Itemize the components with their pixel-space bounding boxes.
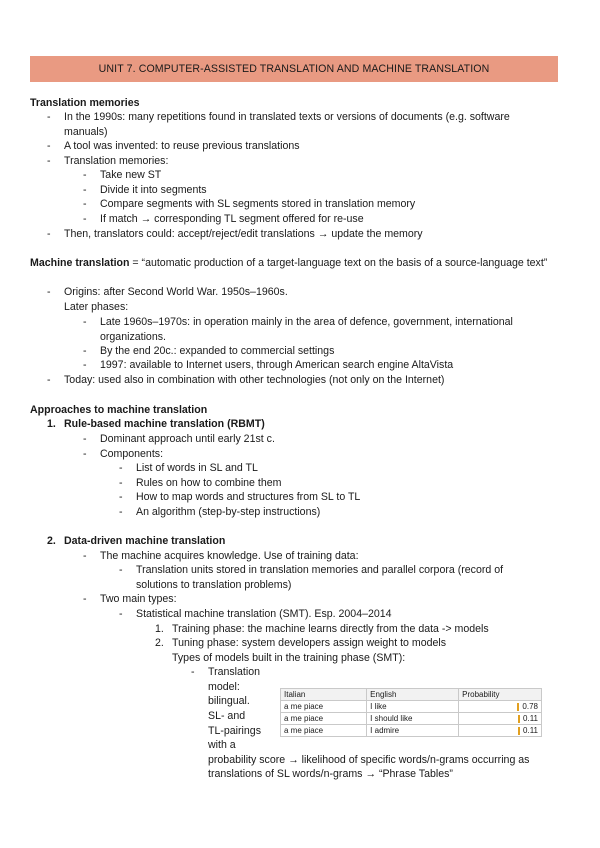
- term-machine-translation: Machine translation: [30, 257, 130, 269]
- probability-bar: [518, 727, 520, 735]
- machine-translation-definition: [30, 256, 550, 271]
- list-item: Training phase: the machine learns directly from the data -> models: [172, 623, 489, 635]
- probability-cell: [459, 725, 542, 737]
- table-row: [281, 725, 542, 737]
- list-item-continuation: Types of models built in the training phase (SMT):: [172, 652, 406, 664]
- list-item: - An algorithm (step-by-step instructions): [136, 505, 320, 520]
- list-item: - Then, translators could: accept/reject/edit translations → update the memory: [64, 227, 423, 242]
- table-cell: I admire: [367, 725, 459, 737]
- list-item: - In the 1990s: many repetitions found in translated texts or versions of documents (e.g. software manuals): [64, 110, 544, 139]
- list-number: 1.: [155, 623, 164, 635]
- text-line: SL- and: [208, 710, 246, 722]
- subheading-rbmt: Rule-based machine translation (RBMT): [64, 418, 265, 430]
- list-item: - List of words in SL and TL: [136, 461, 258, 476]
- list-item-continuation: Later phases:: [64, 301, 129, 313]
- table-cell: I should like: [367, 713, 459, 725]
- table-header-row: [281, 689, 542, 701]
- list-item: - Divide it into segments: [100, 183, 207, 198]
- probability-bar: [518, 715, 520, 723]
- text-line: model:: [208, 681, 240, 693]
- table-row: [281, 701, 542, 713]
- probability-value: 0.11: [523, 714, 538, 723]
- column-header: English: [367, 689, 459, 701]
- text-line: with a: [208, 739, 236, 751]
- list-item: - Dominant approach until early 21st c.: [100, 432, 275, 447]
- probability-value: 0.11: [523, 726, 538, 735]
- list-item: - Today: used also in combination with other technologies (not only on the Internet): [64, 373, 444, 388]
- list-item: - Rules on how to combine them: [136, 476, 281, 491]
- list-item: - Compare segments with SL segments stored in translation memory: [100, 197, 415, 212]
- column-header: Probability: [459, 689, 542, 701]
- list-number: 1.: [47, 418, 56, 430]
- list-number: 2.: [155, 637, 164, 649]
- phrase-table: [280, 688, 542, 737]
- list-item: - If match → corresponding TL segment offered for re-use: [100, 212, 364, 227]
- text-line: bilingual.: [208, 695, 250, 707]
- list-item: - Take new ST: [100, 168, 161, 183]
- list-item: - How to map words and structures from SL to TL: [136, 490, 360, 505]
- list-item: - Origins: after Second World War. 1950s–1960s.: [64, 285, 288, 300]
- list-item: - Translation: [208, 665, 260, 680]
- section-heading-translation-memories: Translation memories: [30, 97, 140, 109]
- list-number: 2.: [47, 535, 56, 547]
- list-item: Tuning phase: system developers assign weight to models: [172, 637, 447, 649]
- table-cell: a me piace: [281, 713, 367, 725]
- column-header: Italian: [281, 689, 367, 701]
- list-item: - Translation memories:: [64, 154, 168, 169]
- list-item: - A tool was invented: to reuse previous translations: [64, 139, 300, 154]
- text-line: probability score → likelihood of specific words/n-grams occurring as: [208, 754, 530, 766]
- table-cell: I like: [367, 701, 459, 713]
- table-row: [281, 713, 542, 725]
- table-cell: a me piace: [281, 725, 367, 737]
- list-item: - By the end 20c.: expanded to commercial settings: [100, 344, 334, 359]
- list-item: - The machine acquires knowledge. Use of training data:: [100, 549, 359, 564]
- probability-cell: [459, 713, 542, 725]
- section-heading-approaches: Approaches to machine translation: [30, 404, 208, 416]
- list-item: - 1997: available to Internet users, through American search engine AltaVista: [100, 358, 453, 373]
- subheading-data-driven: Data-driven machine translation: [64, 535, 226, 547]
- text-line: TL-pairings: [208, 725, 261, 737]
- probability-value: 0.78: [522, 702, 538, 711]
- list-item: - Components:: [100, 447, 163, 462]
- list-item: - Translation units stored in translation memories and parallel corpora (record of solutions to translation problems): [136, 563, 536, 592]
- text-line: translations of SL words/n-grams → “Phrase Tables”: [208, 768, 453, 780]
- definition-text: = “automatic production of a target-language text on the basis of a source-language text”: [129, 257, 548, 269]
- list-item: - Two main types:: [100, 592, 177, 607]
- list-item: - Late 1960s–1970s: in operation mainly in the area of defence, government, international organizations.: [100, 315, 540, 344]
- table-cell: a me piace: [281, 701, 367, 713]
- probability-bar: [517, 703, 519, 711]
- unit-title-banner: UNIT 7. COMPUTER-ASSISTED TRANSLATION AND MACHINE TRANSLATION: [30, 56, 558, 82]
- probability-cell: [459, 701, 542, 713]
- list-item: - Statistical machine translation (SMT). Esp. 2004–2014: [136, 607, 392, 622]
